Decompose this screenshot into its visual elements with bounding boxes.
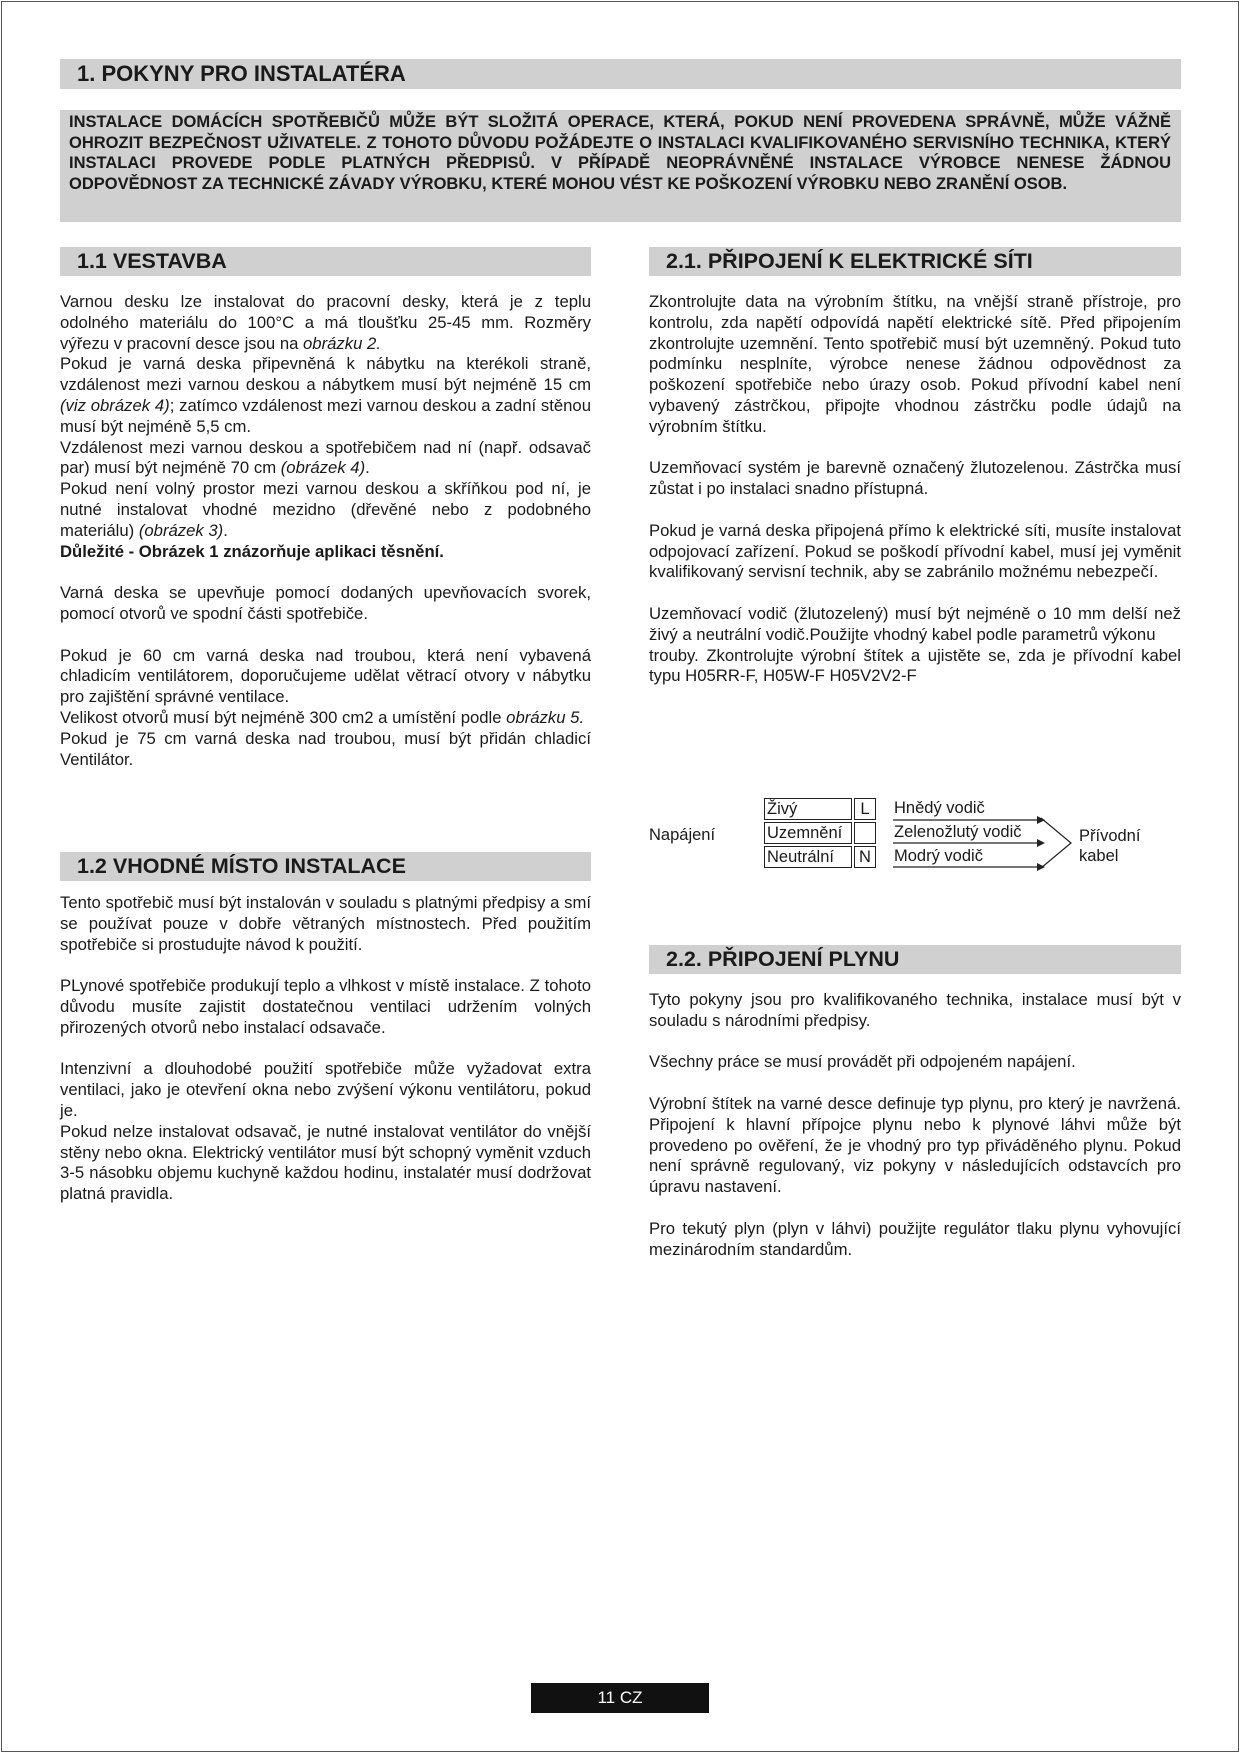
terminal-zivy: Živý bbox=[764, 798, 852, 820]
label-kabel: kabel bbox=[1079, 847, 1119, 865]
paragraph bbox=[60, 438, 591, 480]
section-1-2-body bbox=[60, 893, 591, 1205]
paragraph bbox=[60, 708, 591, 729]
text-span: Vzdálenost mezi varnou deskou a spotřebičem nad ní (např. odsavač par) musí být nejméně 70 cm bbox=[60, 437, 591, 478]
terminal-uzemneni: Uzemnění bbox=[764, 822, 852, 844]
text-italic: (obrázek 3) bbox=[138, 520, 224, 540]
text-span: . bbox=[365, 458, 370, 478]
text-span: . bbox=[223, 520, 228, 540]
text-span: ; zatímco vzdálenost mezi varnou deskou a zadní stěnou musí být nejméně 5,5 cm. bbox=[60, 395, 591, 436]
label-modry-vodic: Modrý vodič bbox=[894, 847, 983, 865]
arrow-icon bbox=[1037, 839, 1045, 847]
paragraph: Všechny práce se musí provádět při odpojeném napájení. bbox=[649, 1052, 1076, 1072]
text-span: Pokud není volný prostor mezi varnou deskou a skříňkou pod ní, je nutné instalovat vhodné mezidno (dřevěné nebo z podobného materiálu) bbox=[60, 479, 591, 540]
text-span: Varnou desku lze instalovat do pracovní desky, která je z teplu odolného materiálu do 100°C a má tloušťku 25-45 mm. Rozměry výřezu v pracovní desce jsou na bbox=[60, 292, 591, 353]
text-italic: (viz obrázek 4) bbox=[60, 395, 170, 415]
paragraph: Pokud je 75 cm varná deska nad troubou, musí být přidán chladicí Ventilátor. bbox=[60, 728, 591, 769]
paragraph: Pokud je 60 cm varná deska nad troubou, která není vybavená chladicím ventilátorem, doporučujeme udělat větrací otvory v nábytku pro zajištění správné ventilace. bbox=[60, 645, 591, 707]
paragraph bbox=[60, 479, 591, 541]
text-italic: obrázku 2. bbox=[303, 333, 381, 353]
paragraph: Zkontrolujte data na výrobním štítku, na vnější straně přístroje, pro kontrolu, zda napětí odpovídá napětí elektrické sítě. Před připojením zkontrolujte uzemnění. Tento spotřebič musí být uzemněný. Pokud tuto podmínku nesplníte, výrobce nenese žádnou odpovědnost za poškození spotřebiče nebo úrazy osob. Pokud přívodní kabel není vybavený zástrčkou, připojte vhodnou zástrčku podle údajů na výrobním štítku. bbox=[649, 292, 1181, 436]
right-column bbox=[649, 247, 1181, 687]
paragraph: Uzemňovací systém je barevně označený žlutozelenou. Zástrčka musí zůstat i po instalaci snadno přístupná. bbox=[649, 458, 1181, 499]
arrow-icon bbox=[1037, 863, 1045, 871]
terminal-L: L bbox=[854, 798, 876, 820]
cable-merge-bracket bbox=[1041, 818, 1071, 868]
section-1-1-title: 1.1 VESTAVBA bbox=[60, 247, 591, 276]
section-2-2-title: 2.2. PŘIPOJENÍ PLYNU bbox=[649, 945, 1181, 974]
section-2-1-title: 2.1. PŘIPOJENÍ K ELEKTRICKÉ SÍTI bbox=[649, 247, 1181, 276]
paragraph: Tyto pokyny jsou pro kvalifikovaného technika, instalace musí být v souladu s národními předpisy. bbox=[649, 990, 1181, 1030]
paragraph-important bbox=[60, 542, 591, 563]
section-2-1-body bbox=[649, 292, 1181, 687]
paragraph bbox=[60, 354, 591, 437]
text-italic: obrázku 5. bbox=[506, 707, 585, 727]
paragraph bbox=[60, 292, 591, 354]
label-napajeni: Napájení bbox=[649, 826, 716, 844]
warning-box: INSTALACE DOMÁCÍCH SPOTŘEBIČŮ MŮŽE BÝT SLOŽITÁ OPERACE, KTERÁ, POKUD NENÍ PROVEDENA SPRÁVNĚ, MŮŽE VÁŽNĚ OHROZIT BEZPEČNOST UŽIVATELE. Z TOHOTO DŮVODU POŽÁDEJTE O INSTALACI KVALIFIKOVANÉHO SERVISNÍHO TECHNIKA, KTERÝ INSTALACI PROVEDE PODLE PLATNÝCH PŘEDPISŮ. V PŘÍPADĚ NEOPRÁVNĚNÉ INSTALACE VÝROBCE NENESE ŽÁDNOU ODPOVĚDNOST ZA TECHNICKÉ ZÁVADY VÝROBKU, KTERÉ MOHOU VÉST KE POŠKOZENÍ VÝROBKU NEBO ZRANĚNÍ OSOB. bbox=[60, 110, 1181, 222]
left-column bbox=[60, 247, 591, 1204]
terminal-N: N bbox=[854, 846, 876, 868]
text-span: Pokud je varná deska připevněná k nábytku na kterékoli straně, vzdálenost mezi varnou deskou a nábytkem musí být nejméně 15 cm bbox=[60, 354, 591, 395]
section-1-2-title: 1.2 VHODNÉ MÍSTO INSTALACE bbox=[60, 852, 591, 881]
paragraph: Výrobní štítek na varné desce definuje typ plynu, pro který je navržená. Připojení k hlavní přípojce plynu nebo k plynové láhvi může být provedeno po ověření, že je vhodný pro typ přiváděného plynu. Pokud není správně regulovaný, viz pokyny v následujících odstavcích pro úpravu nastavení. bbox=[649, 1093, 1181, 1197]
paragraph: Varná deska se upevňuje pomocí dodaných upevňovacích svorek, pomocí otvorů ve spodní části spotřebiče. bbox=[60, 583, 591, 623]
paragraph: Pokud nelze instalovat odsavač, je nutné instalovat ventilátor do vnější stěny nebo okna. Elektrický ventilátor musí být schopný vyměnit vzduch 3-5 násobku objemu kuchyně každou hodinu, instalatér musí dodržovat platná pravidla. bbox=[60, 1121, 591, 1204]
paragraph: Uzemňovací vodič (žlutozelený) musí být nejméně o 10 mm delší než živý a neutrální vodič.Použijte vhodný kabel podle parametrů výkonu bbox=[649, 603, 1181, 644]
label-hnedy-vodic: Hnědý vodič bbox=[894, 799, 985, 817]
main-title: 1. POKYNY PRO INSTALATÉRA bbox=[60, 59, 1181, 89]
paragraph: PLynové spotřebiče produkují teplo a vlhkost v místě instalace. Z tohoto důvodu musíte zajistit dostatečnou ventilaci udržením volných přirozených otvorů nebo instalací odsavače. bbox=[60, 976, 591, 1037]
paragraph: Pro tekutý plyn (plyn v láhvi) použijte regulátor tlaku plynu vyhovující mezinárodním standardům. bbox=[649, 1218, 1181, 1259]
page-number: 11 CZ bbox=[531, 1683, 709, 1713]
text-span: Velikost otvorů musí být nejméně 300 cm2 a umístění podle bbox=[60, 707, 507, 727]
paragraph: Intenzivní a dlouhodobé použití spotřebiče může vyžadovat extra ventilaci, jako je otevření okna nebo zvýšení výkonu ventilátoru, pokud je. bbox=[60, 1059, 591, 1120]
section-2-2 bbox=[649, 945, 1181, 1260]
label-zelenozluty-vodic: Zelenožlutý vodič bbox=[894, 823, 1022, 841]
paragraph: Tento spotřebič musí být instalován v souladu s platnými předpisy a smí se používat pouze v dobře větraných místnostech. Před použitím spotřebiče si prostudujte návod k použití. bbox=[60, 893, 591, 954]
section-2-2-body bbox=[649, 990, 1181, 1260]
text-italic: (obrázek 4) bbox=[280, 458, 366, 478]
text-bold: Důležité - Obrázek 1 znázorňuje aplikaci těsnění. bbox=[60, 541, 444, 561]
label-privodni: Přívodní bbox=[1079, 827, 1141, 845]
section-1-1-body bbox=[60, 292, 591, 770]
paragraph: Pokud je varná deska připojená přímo k elektrické síti, musíte instalovat odpojovací zařízení. Pokud se poškodí přívodní kabel, musí jej vyměnit kvalifikovaný servisní technik, aby se zabránilo možnému nebezpečí. bbox=[649, 520, 1181, 582]
paragraph: trouby. Zkontrolujte výrobní štítek a ujistěte se, zda je přívodní kabel typu H05RR-F, H05W-F H05V2V2-F bbox=[649, 645, 1181, 686]
wiring-diagram bbox=[649, 790, 1181, 870]
terminal-neutralni: Neutrální bbox=[764, 846, 852, 868]
